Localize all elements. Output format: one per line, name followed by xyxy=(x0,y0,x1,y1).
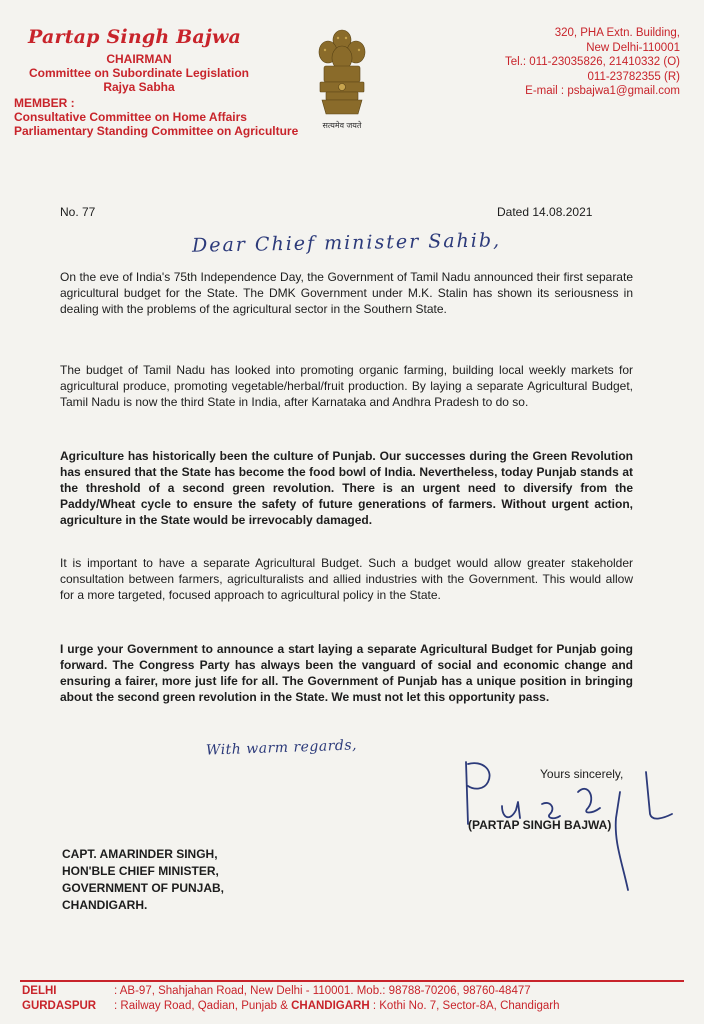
letter-date: Dated 14.08.2021 xyxy=(497,205,593,219)
national-emblem xyxy=(314,26,370,136)
tel-line-2: 011-23782355 (R) xyxy=(587,70,680,83)
paragraph-1: On the eve of India's 75th Independence Day, the Government of Tamil Nadu announced their first separate agricultural budget for the State. The DMK Government under M.K. Stalin has shown its seriousness in dealing with the problems of the agricultural sector in the Southern State. xyxy=(60,270,633,316)
sender-name-script: Partap Singh Bajwa xyxy=(28,26,242,48)
footer-delhi-label: DELHI xyxy=(22,985,57,997)
handwritten-salutation: Dear Chief minister Sahib, xyxy=(191,229,502,257)
footer-gurdaspur xyxy=(22,999,560,1014)
member-line-2: Parliamentary Standing Committee on Agriculture xyxy=(14,124,299,138)
tel-line-1: Tel.: 011-23035826, 21410332 (O) xyxy=(505,56,680,68)
footer-chandigarh-label: CHANDIGARH xyxy=(291,1000,370,1012)
letterhead-contact xyxy=(440,26,680,99)
paragraph-5: I urge your Government to announce a start laying a separate Agricultural Budget for Punjab going forward. The Congress Party has always been the vanguard of social and economic change and ensuring a fairer, more just life for all. The Government of Punjab has a unique position in bringing about the second green revolution in the State. We must not let this opportunity pass. xyxy=(60,642,633,704)
address-line-1: 320, PHA Extn. Building, xyxy=(554,27,680,39)
handwritten-regards: With warm regards, xyxy=(205,737,358,759)
footer-addresses xyxy=(22,984,560,1014)
addressee-line-2: HON'BLE CHIEF MINISTER, xyxy=(62,864,219,878)
chairman-line-1: Committee on Subordinate Legislation xyxy=(28,66,249,80)
chairman-block xyxy=(14,52,264,94)
footer-delhi xyxy=(22,984,560,999)
footer-gurdaspur-label: GURDASPUR xyxy=(22,1000,97,1012)
chairman-line-2: Rajya Sabha xyxy=(103,80,175,94)
footer-delhi-text: : AB-97, Shahjahan Road, New Delhi - 110001. Mob.: 98788-70206, 98760-48477 xyxy=(114,985,531,997)
lion-capital-icon xyxy=(314,26,370,118)
member-line-1: Consultative Committee on Home Affairs xyxy=(14,110,247,124)
addressee-block xyxy=(62,846,224,914)
member-block xyxy=(14,96,314,138)
email-line: E-mail : psbajwa1@gmail.com xyxy=(525,85,680,97)
signer-name: (PARTAP SINGH BAJWA) xyxy=(468,818,612,832)
address-line-2: New Delhi-110001 xyxy=(586,41,680,54)
footer-divider xyxy=(20,980,684,982)
footer-gurdaspur-text: : Railway Road, Qadian, Punjab & xyxy=(114,1000,292,1012)
addressee-line-4: CHANDIGARH. xyxy=(62,898,148,912)
closing-text: Yours sincerely, xyxy=(540,767,624,781)
addressee-line-1: CAPT. AMARINDER SINGH, xyxy=(62,847,218,861)
paragraph-3: Agriculture has historically been the culture of Punjab. Our successes during the Green Revolution has ensured that the State has become the food bowl of India. Nevertheless, today Punjab stands at the threshold of a second green revolution. There is an urgent need to diversify from the Paddy/Wheat cycle to ensure the safety of future generations of farmers. Without urgent action, agriculture in the State would be irrevocably damaged. xyxy=(60,449,633,527)
member-label: MEMBER : xyxy=(14,96,75,110)
paragraph-4: It is important to have a separate Agricultural Budget. Such a budget would allow greater stakeholder consultation between farmers, agriculturalists and allied industries with the Government. This would allow for a more targeted, focused approach to agricultural policy in the State. xyxy=(60,556,633,602)
chairman-label: CHAIRMAN xyxy=(106,52,172,66)
reference-number: No. 77 xyxy=(60,205,96,219)
footer-chandigarh-text: : Kothi No. 7, Sector-8A, Chandigarh xyxy=(369,1000,560,1012)
emblem-motto: सत्यमेव जयते xyxy=(322,121,362,130)
letterhead-left xyxy=(14,26,314,138)
paragraph-2: The budget of Tamil Nadu has looked into promoting organic farming, building local weekly markets for agricultural produce, promoting vegetable/herbal/fruit production. By laying a separate Agricultural Budget, Tamil Nadu is now the third State in India, after Karnataka and Andhra Pradesh to do so. xyxy=(60,363,633,409)
addressee-line-3: GOVERNMENT OF PUNJAB, xyxy=(62,881,225,895)
